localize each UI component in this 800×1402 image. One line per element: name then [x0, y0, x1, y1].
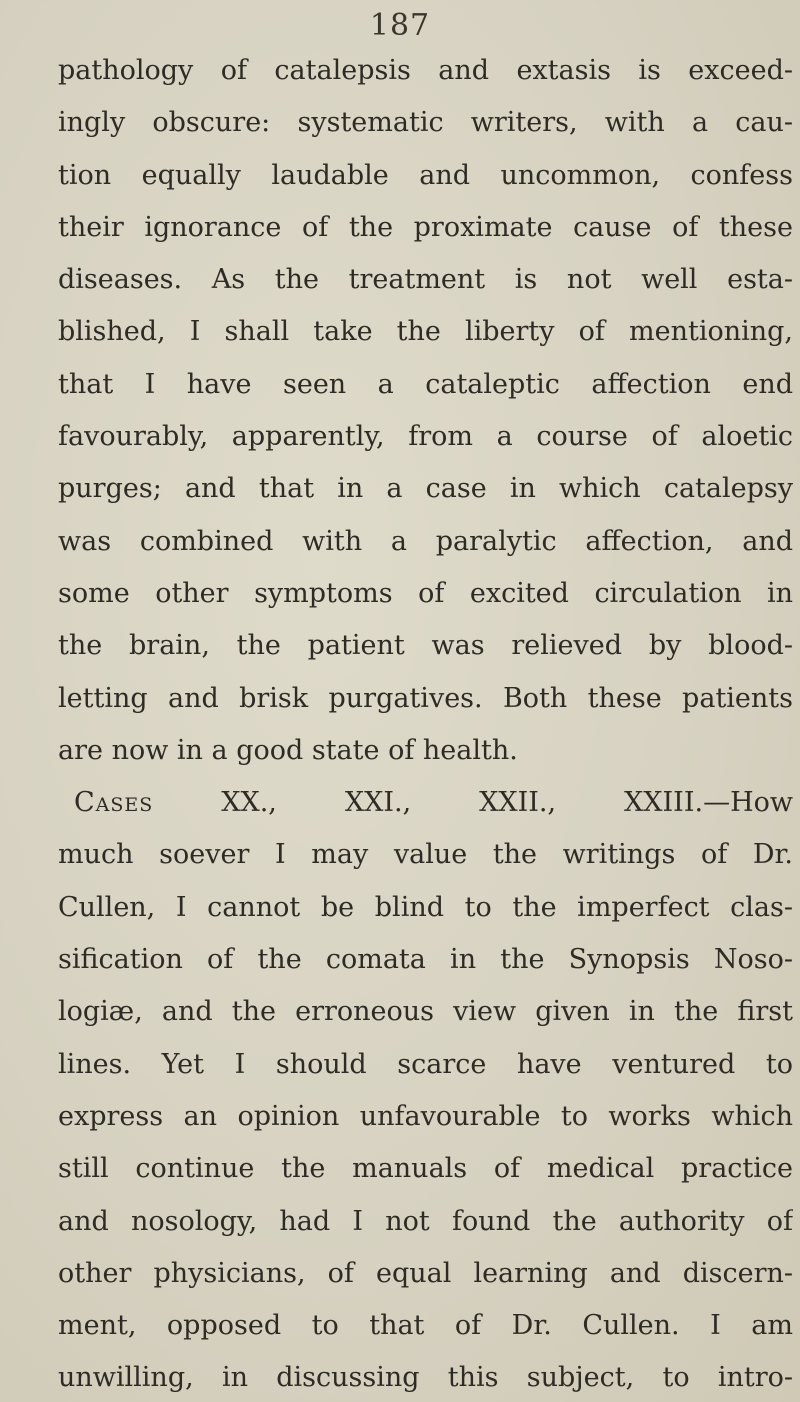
text-line: Cullen, I cannot be blind to the imperfect clas- [58, 891, 793, 923]
text-line: blished, I shall take the liberty of mentioning, [58, 316, 793, 348]
text-line: diseases. As the treatment is not well esta- [58, 264, 793, 296]
text-line: favourably, apparently, from a course of aloetic [58, 421, 793, 453]
text-line: the brain, the patient was relieved by blood- [58, 630, 793, 662]
text-line: ingly obscure: systematic writers, with a cau- [58, 107, 793, 139]
text-line: ment, opposed to that of Dr. Cullen. I am [58, 1310, 793, 1342]
text-line: tion equally laudable and uncommon, confess [58, 159, 793, 191]
text-line: letting and brisk purgatives. Both these patients [58, 682, 793, 714]
text-line: much soever I may value the writings of Dr. [58, 839, 793, 871]
text-line: their ignorance of the proximate cause of these [58, 211, 793, 243]
text-line: purges; and that in a case in which catalepsy [58, 473, 793, 505]
text-line: express an opinion unfavourable to works which [58, 1100, 793, 1132]
text-line: other physicians, of equal learning and discern- [58, 1257, 793, 1289]
text-line: pathology of catalepsis and extasis is exceed- [58, 55, 793, 86]
text-line: that I have seen a cataleptic affection end [58, 368, 793, 400]
text-line: unwilling, in discussing this subject, to intro- [58, 1362, 793, 1394]
text-line: lines. Yet I should scarce have ventured to [58, 1048, 793, 1080]
text-line: sification of the comata in the Synopsis Noso- [58, 944, 793, 976]
text-line: some other symptoms of excited circulation in [58, 577, 793, 609]
text-line: and nosology, had I not found the authority of [58, 1205, 793, 1237]
text-line: still continue the manuals of medical practice [58, 1153, 793, 1185]
cases-label: Cases [74, 787, 154, 819]
text-line: logiæ, and the erroneous view given in the first [58, 996, 793, 1028]
text-line: was combined with a paralytic affection, and [58, 525, 793, 557]
text-line-paragraph-end: are now in a good state of health. [58, 734, 518, 766]
cases-numbers: XX., XXI., XXII., XXIII.—How [153, 787, 793, 819]
cases-heading-line [58, 777, 793, 829]
page-number: 187 [369, 8, 431, 43]
body-text [58, 45, 793, 1402]
